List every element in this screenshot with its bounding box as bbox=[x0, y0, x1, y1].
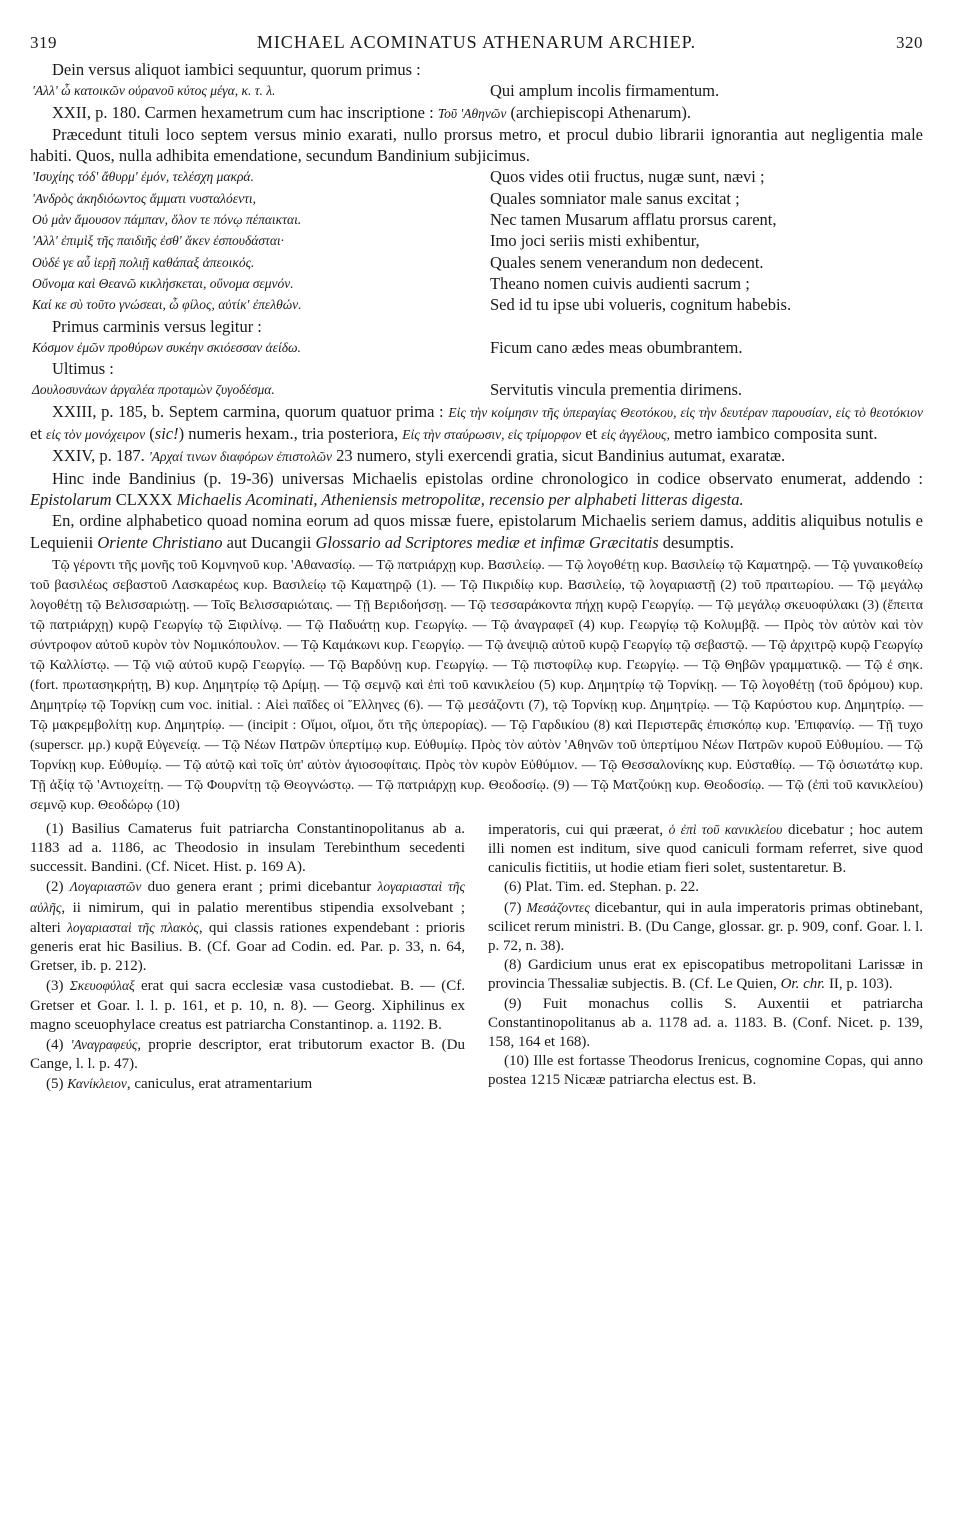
text-run: desumptis. bbox=[658, 532, 734, 552]
text-run: dicebantur, qui in aula imperatoris primas obtinebant, scilicet rerum ministri. B. (Du Cange, glossar. gr. p. 909, conf. Goar. l. l. p. 72, n. 38). bbox=[488, 899, 923, 955]
greek-run: εἰς ἀγγέλους, bbox=[601, 427, 670, 443]
text-run: (4) bbox=[46, 1037, 71, 1054]
main-text bbox=[30, 59, 923, 166]
text-run: et bbox=[581, 424, 602, 444]
greek-run: 'Αναγραφεύς bbox=[70, 1037, 138, 1053]
verse-latin: Quales senem venerandum non dedecent. bbox=[490, 252, 764, 272]
text-run: duo genera erant ; primi dicebantur bbox=[141, 879, 378, 896]
greek-run: εἰς τὸν μονόχειρον bbox=[46, 427, 146, 443]
ultimus-label: Ultimus : bbox=[52, 359, 114, 379]
footnote-3 bbox=[30, 976, 465, 1035]
verse-greek: 'Ισυχίης τόδ' ἄθυρμ' ἐμόν, τελέσχη μακρά. bbox=[32, 169, 254, 185]
text-run: (7) bbox=[504, 899, 527, 916]
primus-latin: Ficum cano ædes meas obumbrantem. bbox=[490, 337, 743, 357]
italic-run: sic! bbox=[154, 424, 179, 444]
verse-latin: Quales somniator male sanus excitat ; bbox=[490, 188, 740, 208]
verse-greek: Καί κε σὺ τοῦτο γνώσεαι, ὦ φίλος, αὐτίκ' ἐπελθών. bbox=[32, 297, 302, 313]
document-page bbox=[30, 32, 923, 1095]
main-text-continued bbox=[30, 316, 923, 553]
text-run: metro iambico composita sunt. bbox=[669, 424, 878, 444]
verse-latin: Nec tamen Musarum afflatu prorsus carent, bbox=[490, 210, 777, 230]
text-run: II, p. 103). bbox=[825, 976, 893, 993]
greek-run: Κανίκλειον bbox=[67, 1076, 127, 1092]
ultimus-greek: Δουλοσυνάων ἀργαλέα προταμὼν ζυγοδέσμα. bbox=[32, 382, 275, 398]
first-verse-latin: Qui amplum incolis firmamentum. bbox=[490, 81, 720, 101]
italic-run: Or. chr. bbox=[780, 976, 826, 993]
primus-verse bbox=[30, 337, 923, 358]
verse-latin: Imo joci seriis misti exhibentur, bbox=[490, 231, 700, 251]
greek-run: λογαριασταὶ τῆς πλακὸς bbox=[67, 919, 199, 935]
verse-latin: Quos vides otii fructus, nugæ sunt, nævi ; bbox=[490, 167, 765, 187]
italic-run: Glossario ad Scriptores mediæ et infimæ Græcitatis bbox=[315, 532, 659, 552]
primus-label: Primus carminis versus legitur : bbox=[52, 316, 262, 336]
verse-greek: Οὐ μὰν ἄμουσον πάμπαν, ὅλον τε πόνῳ πέπαικται. bbox=[32, 212, 302, 228]
paragraph-praecedunt: Præcedunt tituli loco septem versus minio exarati, nullo prorsus metro, et procul dubio librarii ignorantia aut negligentia male habiti. Quos, nulla adhibita emendatione, secundum Bandinium subjicimus. bbox=[30, 124, 923, 166]
footnote-7 bbox=[488, 898, 923, 957]
footnote-5-continued bbox=[488, 820, 923, 879]
verse-greek: 'Αλλ' ἐπιμὶξ τῆς παιδιῆς ἐσθ' ἄκεν ἐσπουδάσται· bbox=[32, 233, 285, 249]
verse-row bbox=[30, 230, 923, 251]
text-run: , ii nimirum, qui in palatio merentibus stipendia exsolvebant ; alteri bbox=[30, 899, 465, 936]
greek-epistle-list: Τῷ γέροντι τῆς μονῆς τοῦ Κομνηνοῦ κυρ. 'Αθανασίῳ. — Τῷ πατριάρχῃ κυρ. Βασιλείῳ. — Τῷ λογοθέτῃ κυρ. Βασιλείῳ τῷ Καματηρῷ. — Τῷ γυναικοθείῳ τοῦ βασιλέως σεβαστοῦ Λασκαρέως κυρ. Βασιλείῳ τῷ Καματηρῷ (1). — Τῷ Πικριδίῳ κυρ. Βασιλείῳ, τῷ λογαριαστῇ (2) τοῦ πραιτωρίου. — Τῷ μεγάλῳ λογοθέτῃ τῷ Βελισσαριώτῃ. — Τοῖς Βελισσαριώταις. — Τῇ Βεριδοήσσῃ. — Τῷ τεσσαράκοντα πήχῃ κυρῷ Γεωργίῳ. — Τῷ μεγάλῳ σκευοφύλακι (3) (ἔπειτα τῷ πατριάρχῃ) κυρῷ Γεωργίῳ τῷ Ξιφιλίνῳ. — Τῷ Παδυάτῃ κυρ. Γεωργίῳ. — Τῷ ἀναγραφεῖ (4) κυρ. Γεωργίῳ τῷ Κολυμβᾷ. — Πρὸς τὸν αὐτὸν καὶ τὸν σύντροφον αὐτοῦ κυρὸν τὸν Νομικόπουλον. — Τῷ Καμάκωνι κυρ. Γεωργίῳ. — Τῷ ἀνεψιῷ αὐτοῦ κυρῷ Γεωργίῳ τῷ σεβαστῷ. — Τῷ ἀρχιτρῷ κυρῷ Γεωργίῳ τῷ Καλλίστῳ. — Τῷ νιῷ αὐτοῦ κυρῷ Γεωργίῳ. — Τῷ Βαρδύνῃ κυρ. Γεωργίῳ. — Τῷ πιστοφίλῳ κυρ. Γεωργίῳ. — Τῷ Θηβῶν γραμματικῷ. — Τῷ ἐ σηκ. (fort. πρωτασηκρήτῃ, Β) κυρ. Δημητρίῳ τῷ Δρίμῃ. — Τῷ σεμνῷ καὶ ἐπὶ τοῦ κανικλείου (5) κυρ. Δημητρίῳ τῷ Τορνίκῃ. — Τῷ λογοθέτῃ (τοῦ δρόμου) κυρ. Δημητρίῳ τῷ Τορνίκῃ cum voc. initial. : Αἰεὶ παῖδες οἱ Ἕλληνες (6). — Τῷ μεσάζοντι (7), τῷ Τορνίκῃ κυρ. Δημητρίῳ. — Τῷ Καρύστου κυρ. Δημητρίῳ. — Τῷ μακρεμβολίτῃ κυρ. Δημητρίῳ. — (incipit : Οἴμοι, οἴμοι, ὅτι τῆς ὑπερορίας). — Τῷ Γαρδικίου (8) καὶ Περιστερᾶς ἐπισκόπῳ κυρ. 'Επιφανίῳ. — Τῇ τυχο (superscr. μρ.) κυρᾷ Εὐγενείᾳ. — Τῷ Νέων Πατρῶν ὑπερτίμῳ κυρ. Εὐθυμίῳ. Πρὸς τὸν αὐτὸν 'Αθηνῶν τοῦ ὑπερτίμου Νέων Πατρῶν κυροῦ Εὐθυμίου. — Τῷ Τορνίκῃ κυρ. Εὐθυμίῳ. — Τῷ αὐτῷ καὶ τοῖς ὑπ' αὐτὸν ἁγιοσοφίταις. Πρὸς τὸν κυρὸν Εὐθύμιον. — Τῷ Θεσσαλονίκης κυρ. Εὐσταθίῳ. — Τῷ ὁσιωτάτῳ κυρ. Τῇ ἀξίᾳ τῷ 'Αντιοχείτῃ. — Τῷ Φουρνίτῃ τῷ Θεογνώστῳ. — Τῷ πατριάρχῃ κυρ. Θεοδοσίῳ. (9) — Τῷ Ματζούκῃ κυρ. Θεοδοσίῳ. — Τῷ (ἐπὶ τοῦ κανικλείου) σεμνῷ κυρ. Θεοδώρῳ (10) bbox=[30, 557, 923, 813]
text-run: 23 numero, styli exercendi gratia, sicut Bandinius autumat, exaratæ. bbox=[331, 446, 786, 466]
paragraph-hinc bbox=[30, 468, 923, 511]
verse-row bbox=[30, 294, 923, 315]
greek-run: Μεσάζοντες bbox=[526, 899, 590, 915]
text-run: ( bbox=[145, 424, 155, 444]
text-run: (archiepiscopi Athenarum). bbox=[506, 102, 692, 122]
text-run: ) numeris hexam., tria posteriora, bbox=[178, 424, 403, 444]
primus-greek: Κόσμον ἐμῶν προθύρων συκέην σκιόεσσαν ἀείδω. bbox=[32, 339, 301, 355]
footnote-1 bbox=[30, 820, 465, 878]
verse-row bbox=[30, 166, 923, 187]
right-page-number: 320 bbox=[896, 33, 923, 52]
verse-greek: Οὐδέ γε αὖ ἱερῇ πολιῇ καθάπαξ ἀπεοικός. bbox=[32, 254, 255, 270]
verse-latin: Theano nomen cuivis audienti sacrum ; bbox=[490, 273, 750, 293]
verse-row bbox=[30, 188, 923, 209]
italic-run: Michaelis Acominati, Atheniensis metropolitæ, recensio per alphabeti litteras digesta. bbox=[176, 489, 744, 509]
greek-run: Εἰς τὴν κοίμησιν τῆς ὑπεραγίας Θεοτόκου, εἰς τὴν δευτέραν παρουσίαν, εἰς τὸ θεοτόκιον bbox=[448, 404, 923, 420]
footnote-5 bbox=[30, 1074, 465, 1094]
verse-row bbox=[30, 252, 923, 273]
text-run: aut Ducangii bbox=[222, 532, 316, 552]
footnotes bbox=[30, 820, 923, 1095]
verse-table bbox=[30, 166, 923, 315]
text-run: Hinc inde Bandinius (p. 19-36) universas Michaelis epistolas ordine chronologico in codice observato enumerat, addendo : bbox=[52, 468, 923, 488]
text-run: (6) Plat. Tim. ed. Stephan. p. 22. bbox=[504, 879, 700, 896]
text-run: (5) bbox=[46, 1076, 68, 1093]
greek-run: Εἰς τὴν σταύρωσιν, εἰς τρίμορφον bbox=[402, 427, 582, 443]
text-run: En, ordine alphabetico quoad nomina eorum ad quos missæ fuere, epistolarum Michaelis seriem damus, additis aliquibus notulis e Lequienii bbox=[30, 511, 923, 552]
ultimus-verse bbox=[30, 379, 923, 400]
verse-row bbox=[30, 273, 923, 294]
paragraph-xxiii bbox=[30, 401, 923, 446]
italic-run: Oriente Christiano bbox=[97, 532, 223, 552]
text-run: XXIII, p. 185, b. Septem carmina, quorum quatuor prima : bbox=[52, 401, 449, 421]
text-run: XXII, p. 180. Carmen hexametrum cum hac inscriptione : bbox=[52, 102, 438, 122]
greek-run: Σκευοφύλαξ bbox=[69, 978, 135, 994]
italic-run: Epistolarum bbox=[30, 489, 112, 509]
paragraph-xxiv bbox=[30, 445, 923, 467]
footnotes-right-column bbox=[488, 820, 923, 1095]
text-run: (2) bbox=[46, 879, 70, 896]
text-run: XXIV, p. 187. bbox=[52, 446, 149, 466]
footnote-8 bbox=[488, 956, 923, 994]
paragraph-xxii bbox=[30, 102, 923, 124]
text-run: (3) bbox=[46, 978, 70, 995]
text-run: , qui classis rationes expendebant : prioris generis erat hic Basilius. B. (Cf. Goar ad Codin. ed. Par. p. 33, n. 64, Gretser, ib. p. 212). bbox=[30, 919, 465, 975]
left-page-number: 319 bbox=[30, 33, 57, 52]
greek-run: Λογαριαστῶν bbox=[69, 879, 142, 895]
verse-latin: Sed id tu ipse ubi volueris, cognitum habebis. bbox=[490, 295, 792, 315]
greek-run: Τοῦ 'Αθηνῶν bbox=[437, 105, 507, 121]
text-run: (8) Gardicium unus erat ex episcopatibus metropolitani Larissæ in provincia Thessaliæ subjectis. B. (Cf. Le Quien, bbox=[488, 957, 923, 993]
text-run: imperatoris, cui qui præerat, bbox=[488, 821, 669, 838]
text-run: erat qui sacra ecclesiæ vasa custodiebat. B. — (Cf. Gretser et Goar. l. l. p. 161, et p. 10, n. 8). — Georg. Xiphilinus ex magno sceuophylace creatus est patriarcha Constantinop. a. 1192. B. bbox=[30, 978, 465, 1033]
text-run: et bbox=[30, 424, 47, 444]
footnote-4 bbox=[30, 1035, 465, 1074]
text-run: CLXXX bbox=[111, 489, 177, 509]
footnote-9 bbox=[488, 995, 923, 1053]
text-run: (10) Ille est fortasse Theodorus Irenicus, cognomine Copas, qui anno postea 1215 Nicææ patriarcha electus est. B. bbox=[488, 1053, 923, 1089]
verse-greek: 'Ανδρὸς ἀκηδιόωντος ἅμματι νυσταλόεντι, bbox=[32, 190, 257, 206]
verse-row bbox=[30, 209, 923, 230]
footnote-10 bbox=[488, 1052, 923, 1090]
text-run: , proprie descriptor, erat tributorum exactor B. (Du Cange, l. l. p. 47). bbox=[30, 1037, 465, 1073]
footnotes-left-column bbox=[30, 820, 465, 1095]
ultimus-latin: Servitutis vincula prementia dirimens. bbox=[490, 380, 743, 400]
greek-run: ὁ ἐπὶ τοῦ κανικλείου bbox=[668, 821, 783, 837]
greek-run: 'Αρχαί τινων διαφόρων ἐπιστολῶν bbox=[148, 449, 332, 465]
text-run: dicebatur ; hoc autem illi nomen est inditum, sive quod caniculi formam referret, sive quod caniculis fictitiis, ut hodie etiam fieri solet, sustentaretur. B. bbox=[488, 821, 923, 877]
footnote-6 bbox=[488, 878, 923, 897]
paragraph-en bbox=[30, 510, 923, 553]
text-run: (1) Basilius Camaterus fuit patriarcha Constantinopolitanus ab a. 1183 ad a. 1186, ac Theodosio in insulam Terebinthum secedenti successit. Bandini. (Cf. Nicet. Hist. p. 169 A). bbox=[30, 820, 465, 876]
verse-greek: Οὔνομα καὶ Θεανῶ κικλήσκεται, οὔνομα σεμνόν. bbox=[32, 275, 294, 291]
greek-run: λογαριασταὶ τῆς αὐλῆς bbox=[30, 879, 465, 915]
first-verse-greek: 'Αλλ' ὦ κατοικῶν οὐρανοῦ κύτος μέγα, κ. τ. λ. bbox=[32, 83, 276, 99]
running-header bbox=[30, 32, 923, 53]
first-verse bbox=[30, 80, 923, 101]
running-title: MICHAEL ACOMINATUS ATHENARUM ARCHIEP. bbox=[256, 32, 697, 52]
footnote-2 bbox=[30, 877, 465, 976]
text-run: , caniculus, erat atramentarium bbox=[126, 1076, 313, 1093]
intro-line: Dein versus aliquot iambici sequuntur, quorum primus : bbox=[52, 60, 421, 79]
text-run: (9) Fuit monachus collis S. Auxentii et patriarcha Constantinopolitanus ab a. 1178 ad. a. 1183. B. (Conf. Nicet. p. 139, 158, 164 et 168). bbox=[488, 995, 923, 1051]
